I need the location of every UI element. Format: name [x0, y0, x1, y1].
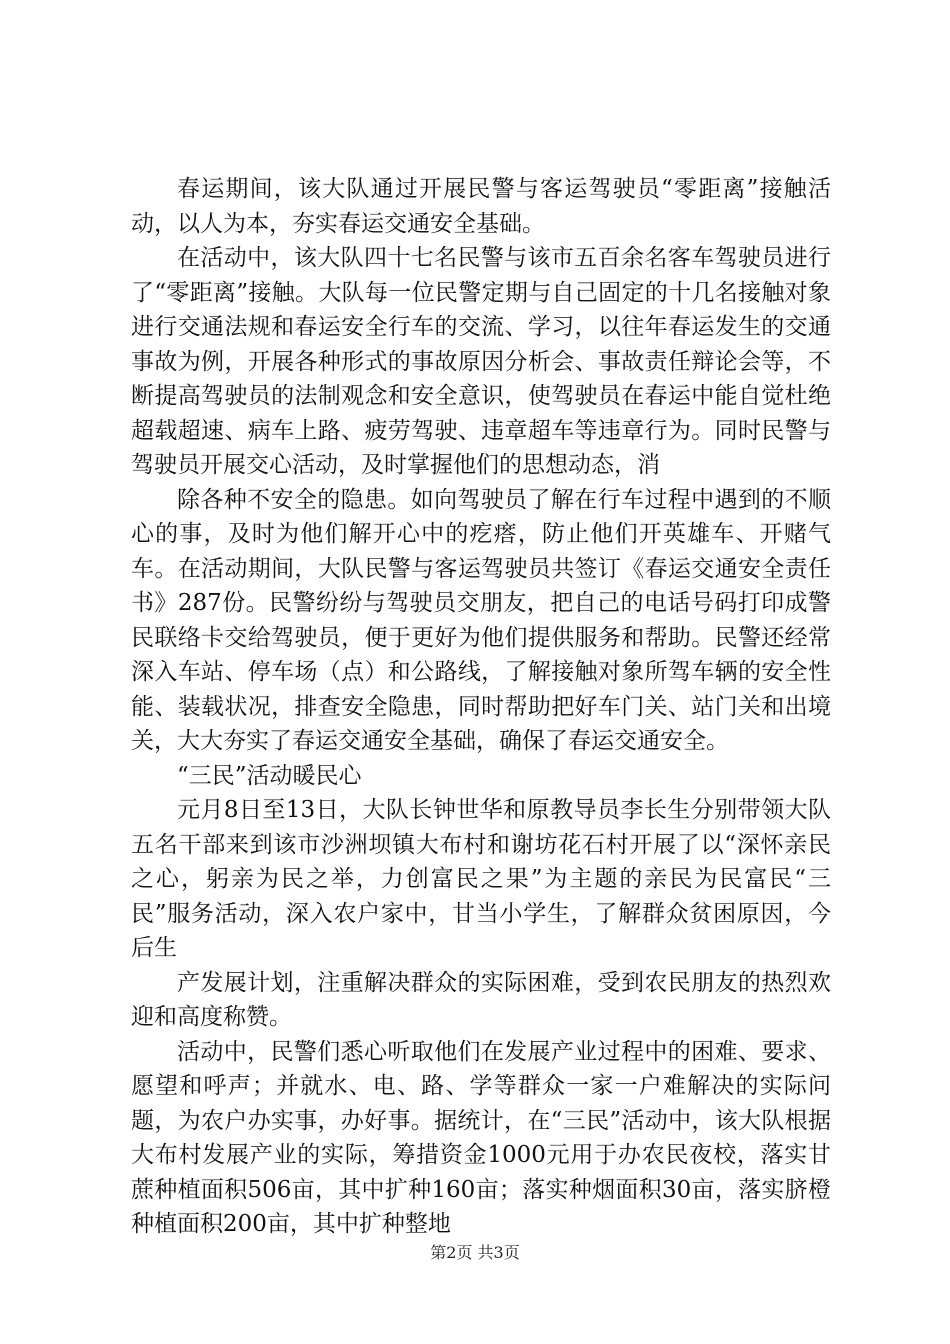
paragraph-6: 活动中，民警们悉心听取他们在发展产业过程中的困难、要求、愿望和呼声；并就水、电、路、学等群众一家一户难解决的实际问题，为农户办实事，办好事。据统计，在“三民”活动中，该大队根据大布村发展产业的实际，筹措资金1000元用于办农民夜校，落实甘蔗种植面积506亩，其中扩种160亩；落实种烟面积30亩，落实脐橙种植面积200亩，其中扩种整地	[131, 1038, 831, 1237]
section-heading: “三民”活动暖民心	[177, 762, 362, 789]
paragraph-3: 除各种不安全的隐患。如向驾驶员了解在行车过程中遇到的不顺心的事，及时为他们解开心中的疙瘩，防止他们开英雄车、开赌气车。在活动期间，大队民警与客运驾驶员共签订《春运交通安全责任书》287份。民警纷纷与驾驶员交朋友，把自己的电话号码打印成警民联络卡交给驾驶员，便于更好为他们提供服务和帮助。民警还经常深入车站、停车场（点）和公路线，了解接触对象所驾车辆的安全性能、装载状况，排查安全隐患，同时帮助把好车门关、站门关和出境关，大大夯实了春运交通安全基础，确保了春运交通安全。	[131, 486, 831, 754]
paragraph-2: 在活动中，该大队四十七名民警与该市五百余名客车驾驶员进行了“零距离”接触。大队每一位民警定期与自己固定的十几名接触对象进行交通法规和春运安全行车的交流、学习，以往年春运发生的交通事故为例，开展各种形式的事故原因分析会、事故责任辩论会等，不断提高驾驶员的法制观念和安全意识，使驾驶员在春运中能自觉杜绝超载超速、病车上路、疲劳驾驶、违章超车等违章行为。同时民警与驾驶员开展交心活动，及时掌握他们的思想动态，消	[131, 245, 831, 478]
document-body	[131, 172, 831, 1242]
paragraph-5: 产发展计划，注重解决群众的实际困难，受到农民朋友的热烈欢迎和高度称赞。	[131, 969, 831, 1030]
paragraph-1: 春运期间，该大队通过开展民警与客运驾驶员“零距离”接触活动，以人为本，夯实春运交通安全基础。	[131, 176, 831, 237]
page-footer: 第2页 共3页	[430, 1243, 520, 1262]
paragraph-4: 元月8日至13日，大队长钟世华和原教导员李长生分别带领大队五名干部来到该市沙洲坝镇大布村和谢坊花石村开展了以“深怀亲民之心，躬亲为民之举，力创富民之果”为主题的亲民为民富民“三民”服务活动，深入农户家中，甘当小学生，了解群众贫困原因，今后生	[131, 797, 831, 961]
